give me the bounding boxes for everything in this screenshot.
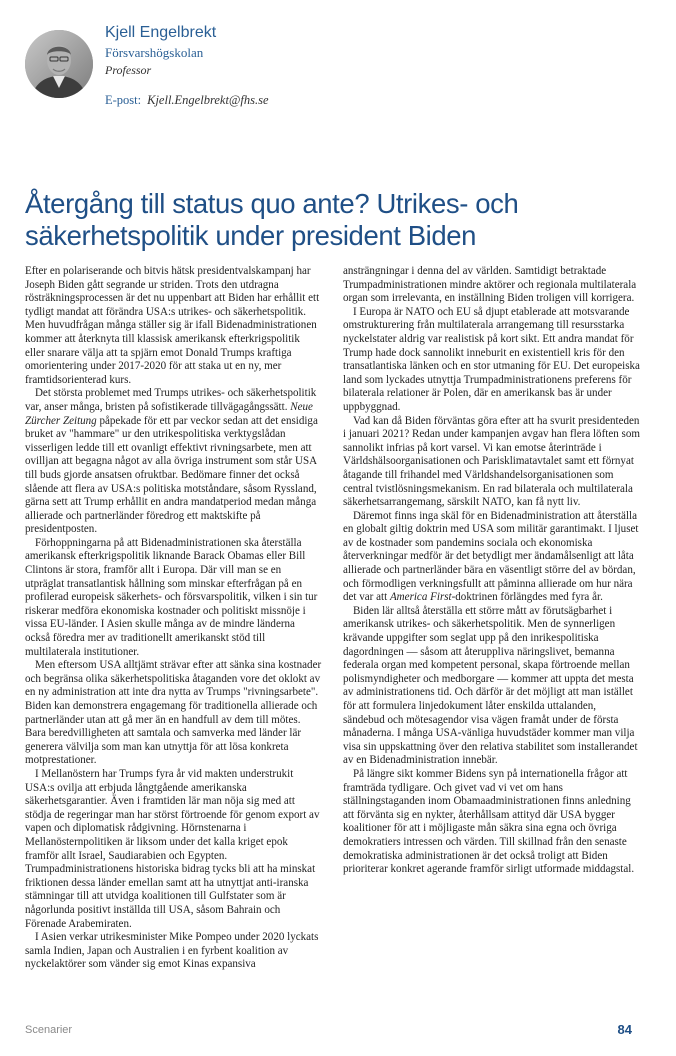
page-number: 84 — [617, 1022, 632, 1037]
author-portrait-icon — [25, 30, 93, 98]
author-title: Professor — [105, 63, 152, 77]
paragraph: Förhoppningarna på att Bidenadministrationen ska återställa amerikansk efterkrigspolitik liknande Barack Obamas eller Bill Clintons är stora, framför allt i Europa. Där vill man se en utpräglat transatlantisk hållning som minskar efterfrågan på en profilerad europeisk säkerhets- och försvarspolitik, vilken i sin tur riskerar medföra ekonomiska kostnader och politiskt missnöje i vissa EU-länder. I Asien skulle många av de mindre länderna också föredra mer av traditionellt amerikanskt stöd till multilaterala institutioner. — [25, 536, 318, 658]
paragraph: Vad kan då Biden förväntas göra efter att ha svurit presidenteden i januari 2021? Redan under kampanjen avgav han flera löften som sannolikt infrias på kort varsel. Vi kan emotse återinträde i Världshälsoorganisationen och Parisklimatavtalet samt ett förnyat åtagande till frihandel med Världshandelsorganisationen som central tvistlösningsmekanism. En rad bilaterala och multilaterala säkerhetsarrangemang, särskilt NATO, kan få nytt liv. — [343, 414, 640, 509]
paragraph: I Asien verkar utrikesminister Mike Pompeo under 2020 lyckats samla Indien, Japan och Australien i en fyrbent koalition av nyckelaktörer som vänder sig emot Kinas expansiva — [25, 931, 319, 971]
paragraph: Däremot finns inga skäl för en Bidenadministration att återställa en globalt giltig doktrin med USA som militär garantimakt. I ljuset av de kostnader som pandemins sociala och ekonomiska återverkningar medför är det betydligt mer ändamålsenligt att låta allierade och partnerländer bära en väsentligt större del av bördan, och förmodligen verkningsfullt att påminna allierade om hur nära det var att America First-doktrinen förlängdes med fyra år. — [343, 509, 639, 604]
email-link[interactable]: Kjell.Engelbrekt@fhs.se — [147, 93, 269, 107]
paragraph: På längre sikt kommer Bidens syn på internationella frågor att framträda tydligare. Och givet vad vi vet om hans ställningstaganden inom Obamaadministrationen finns anledning att förvänta sig en nykter, återhållsam attityd där USA bygger koalitioner för att i möjligaste mån säkra sina egna och övriga demokratiers intressen och värden. Till skillnad från den senaste demokratiska administrationen är det också troligt att Biden prioriterar konkret agerande framför sirligt utformade middagstal. — [343, 767, 635, 876]
author-block — [25, 22, 665, 112]
author-email-row — [105, 93, 269, 108]
publication-name: Neue Zürcher Zeitung — [25, 400, 313, 427]
article-title: Återgång till status quo ante? Utrikes- och säkerhetspolitik under president Biden — [25, 188, 519, 251]
paragraph: I Mellanöstern har Trumps fyra år vid makten understrukit USA:s ovilja att erbjuda långtgående amerikanska säkerhetsgarantier. Även i framtiden lär man nöja sig med att stödja de regeringar man har störst förtroende för genom export av vapen och diplomatisk rådgivning. Hörnstenarna i Mellanösternpolitiken är liksom under det kalla kriget epok framför allt Israel, Saudiarabien och Egypten. Trumpadministrationens historiska bidrag tycks bli att ha minskat friktionen dessa länder emellan samt att ha utnyttjat anti-iranska stämningar till att utvidga koalitionen till Gulfstater som är någorlunda positivt inställda till USA, såsom Bahrain och Förenade Arabemiraten. — [25, 767, 320, 930]
paragraph: I Europa är NATO och EU så djupt etablerade att motsvarande omstrukturering från multilaterala arrangemang till resursstarka nyckelstater aldrig var realistisk på kort sikt. Ett andra mandat för Trump hade dock sannolikt inneburit en existentiell kris för den transatlantiska länken och en stor utmaning för EU. Det europeiska land som lyckades utnyttja Trumpadministrationens preferens för bilaterala relationer är Polen, där en amerikansk bas är under uppbyggnad. — [343, 305, 640, 413]
paragraph: Men eftersom USA alltjämt strävar efter att sänka sina kostnader och begränsa olika säkerhetspolitiska åtaganden vore det oklokt av en ny administration att inte dra nytta av Trumps "rivningsarbete". Biden kan demonstrera engagemang för traditionella allierade och partnerländer utan att gå mer än en handfull av dem till mötes. Bara beredvilligheten att samtala och samverka med länder lär generera välvilja som man kan utnyttja för att lösa konkreta motprestationer. — [25, 659, 322, 767]
author-affiliation: Försvarshögskolan — [105, 45, 204, 60]
right-column — [343, 265, 640, 877]
paragraph: Efter en polariserande och bitvis hätsk presidentvalskampanj har Joseph Biden gått segrande ur striden. Trots den utdragna rösträkningsprocessen är det nu uppenbart att Biden har erhållit ett tydligt mandat att förändra USA:s utrikes- och säkerhetspolitik. Men huvudfrågan många ställer sig är ifall Bidenadministrationen kommer att återknyta till klassisk amerikansk efterkrigspolitik eller snarare välja att ta spjärn emot Donald Trumps kraftiga omorientering under 2017-2020 för att staka ut en ny, mer framtidsorienterad kurs. — [25, 265, 320, 386]
left-column — [25, 265, 322, 972]
author-photo — [25, 30, 93, 98]
email-label: E-post: — [105, 93, 142, 107]
paragraph: Det största problemet med Trumps utrikes- och säkerhetspolitik var, anser många, bristen på sofistikerade tillvägagångssätt. Neue Zürcher Zeitung påpekade för ett par veckor sedan att det ensidiga bruket av "hammare" ur den utrikespolitiska verktygslådan visserligen ledde till ett ovanligt effektivt rivningsarbete, men att ovilljan att begagna något av alla övriga instrument som står USA till buds gjorde ansatsen ofruktbar. Bedömare finner det också slående att flera av USA:s politiska motståndare, såsom Ryssland, gärna sett att Trump erhållit en andra mandatperiod medan många allierade och partnerländer föredrog ett maktskifte på presidentposten. — [25, 387, 318, 536]
footer-section-label: Scenarier — [25, 1024, 73, 1036]
paragraph: Biden lär alltså återställa ett större mått av förutsägbarhet i amerikansk utrikes- och säkerhetspolitik. Men de synnerligen krävande uppgifter som seglat upp på den inrikespolitiska dagordningen — såsom att återuppliva näringslivet, bemanna federala organ med kompetent personal, skapa förtroende mellan polismyndigheter och medborgare — kommer att uppta det mesta av administrationens tid. Och därför är det möjligt att man istället för att formulera linjedokument låter enskilda uttalanden, sändebud och mötesagendor visa vägen framåt under de första månaderna. I många USA-vänliga huvudstäder kommer man vilja visa sin uppskattning över den relativa stabilitet som installerandet av en Bidenadministration innebär. — [343, 604, 638, 767]
doctrine-name: America First — [389, 591, 452, 604]
paragraph: ansträngningar i denna del av världen. Samtidigt betraktade Trumpadministrationen mindre aktörer och regionala multilaterala organ som irrelevanta, en inställning Biden troligen vill korrigera. — [343, 265, 637, 305]
author-name: Kjell Engelbrekt — [105, 24, 217, 41]
